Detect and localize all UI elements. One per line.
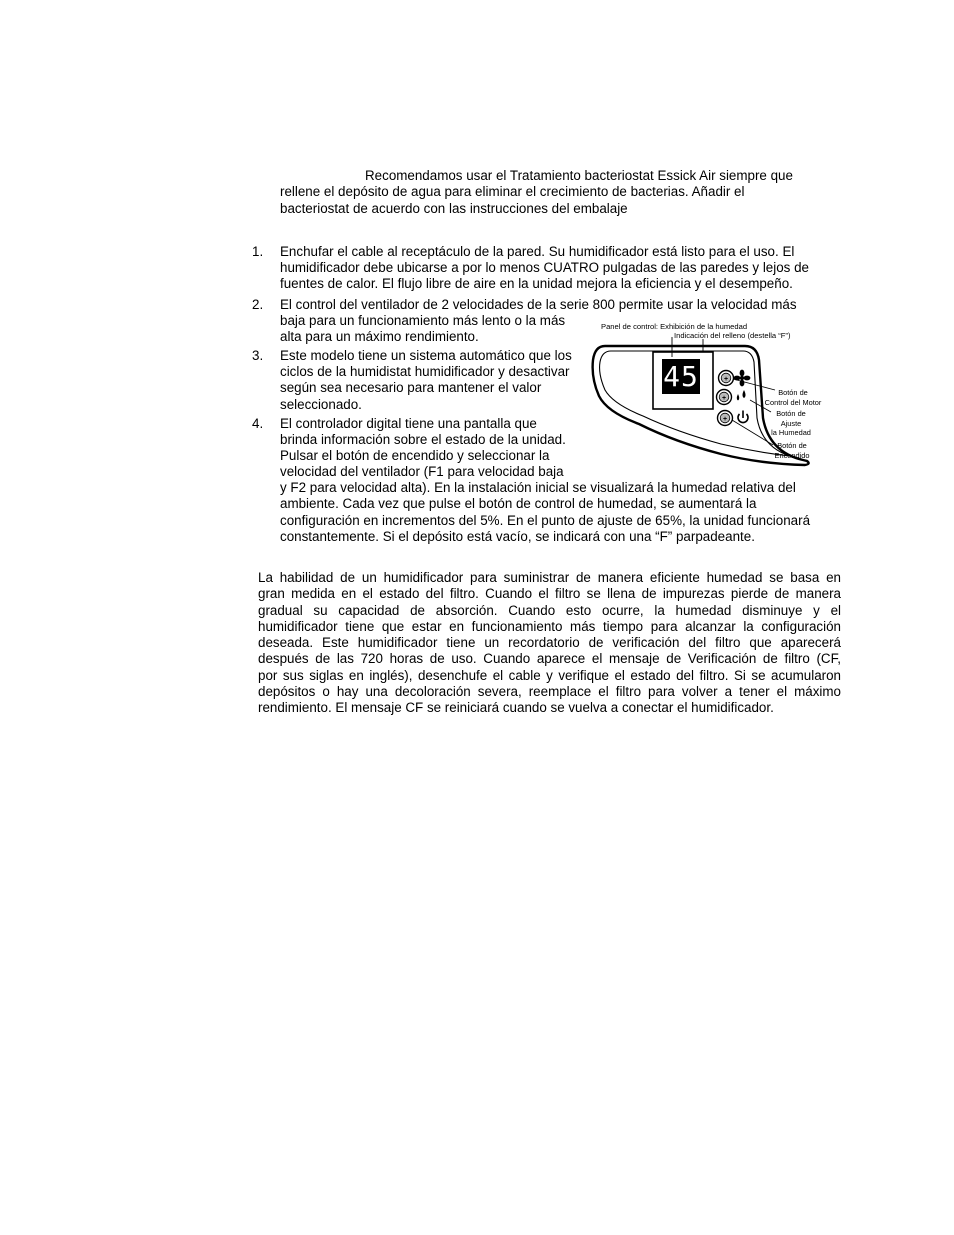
step-line: baja para un funcionamiento más lento o la más: [280, 313, 566, 328]
step-line: ambiente. Cada vez que pulse el botón de control de humedad, se aumentará la: [280, 496, 757, 511]
step-line: humidificador debe ubicarse a por lo menos CUATRO pulgadas de las paredes y lejos de: [280, 260, 809, 275]
step-line: seleccionado.: [280, 397, 362, 412]
label-refill-indicator: Indicación del relleno (destella “F”): [674, 331, 791, 340]
svg-text:+: +: [721, 395, 727, 402]
label-line: la Humedad: [771, 428, 811, 438]
intro-line: bacteriostat de acuerdo con las instrucciones del embalaje: [280, 201, 628, 216]
svg-text:+: +: [723, 376, 729, 383]
paragraph-line: rendimiento. El mensaje CF se reiniciará cuando se vuelva a conectar el humidificador.: [258, 700, 774, 716]
step-line: Enchufar el cable al receptáculo de la pared. Su humidificador está listo para el uso. El: [280, 244, 795, 259]
step-number: 3.: [252, 348, 264, 363]
step-line: y F2 para velocidad alta). En la instalación inicial se visualizará la humedad relativa del: [280, 480, 796, 495]
step-line: fuentes de calor. El flujo libre de aire en la unidad mejora la eficiencia y el desempeño.: [280, 276, 793, 291]
step-line: según sea necesario para mantener el valor: [280, 380, 542, 395]
step-line: constantemente. Si el depósito está vacío, se indicará con una “F” parpadeante.: [280, 529, 755, 544]
step-line: El controlador digital tiene una pantalla que: [280, 416, 537, 431]
label-line: Encendido: [774, 450, 810, 460]
filter-paragraph: [258, 570, 841, 717]
label-line: Botón de: [777, 441, 807, 450]
label-humidity-button: [766, 409, 816, 438]
step-line: configuración en incrementos del 5%. En el punto de ajuste de 65%, la unidad funcionará: [280, 513, 811, 528]
step-line: Pulsar el botón de encendido y seleccionar la: [280, 448, 550, 463]
humidity-adjust-button[interactable]: [717, 390, 732, 405]
label-line: Botón de: [778, 388, 808, 397]
step-number: 2.: [252, 297, 264, 312]
label-power-button: [766, 441, 818, 460]
intro-line: Recomendamos usar el Tratamiento bacteriostat Essick Air siempre que: [365, 168, 793, 183]
step-number: 1.: [252, 244, 264, 259]
step-line: El control del ventilador de 2 velocidades de la serie 800 permite usar la velocidad más: [280, 297, 797, 312]
motor-control-button[interactable]: [719, 371, 734, 386]
paragraph-line: deseada. Este humidificador tiene un recordatorio de verificación del filtro que aparecerá: [258, 635, 841, 651]
paragraph-line: depósitos o hay una decoloración severa, reemplace el filtro para volver a tener el máximo: [258, 684, 841, 700]
svg-text:+: +: [722, 416, 728, 423]
paragraph-line: por sus siglas en inglés), desenchufe el cable y verifique el estado del filtro. Si se acumularon: [258, 667, 841, 683]
humidity-display-value: 45: [663, 360, 699, 393]
label-line: Control del Motor: [764, 397, 822, 407]
water-drops-icon: [737, 390, 746, 401]
paragraph-line: humidificador tiene que estar en funcionamiento más tiempo para alcanzar la configuración: [258, 618, 841, 634]
intro-line: rellene el depósito de agua para eliminar el crecimiento de bacterias. Añadir el: [280, 184, 745, 199]
label-line: Botón de: [776, 409, 806, 418]
fan-icon: [734, 370, 751, 387]
label-motor-button: [762, 388, 824, 407]
step-line: ciclos de la humidistat humidificador y desactivar: [280, 364, 570, 379]
power-icon: [738, 411, 748, 423]
step-number: 4.: [252, 416, 264, 431]
paragraph-line: gran medida en el estado del filtro. Cuando el filtro se llena de impurezas pierde de manera: [258, 586, 841, 602]
step-line: brinda información sobre el estado de la unidad.: [280, 432, 566, 447]
step-line: Este modelo tiene un sistema automático que los: [280, 348, 572, 363]
label-line: Ajuste: [780, 418, 802, 428]
power-button[interactable]: [718, 411, 733, 426]
paragraph-line: gradual su capacidad de absorción. Cuando esto ocurre, la humedad disminuye y el: [258, 602, 841, 618]
step-line: alta para un máximo rendimiento.: [280, 329, 479, 344]
label-humidity-display: Panel de control: Exhibición de la humedad: [601, 322, 748, 331]
step-line: velocidad del ventilador (F1 para velocidad baja: [280, 464, 564, 479]
paragraph-line: La habilidad de un humidificador para suministrar de manera eficiente humedad se basa en: [258, 570, 841, 585]
paragraph-line: después de las 720 horas de uso. Cuando aparece el mensaje de Verificación de filtro (CF,: [258, 651, 841, 667]
